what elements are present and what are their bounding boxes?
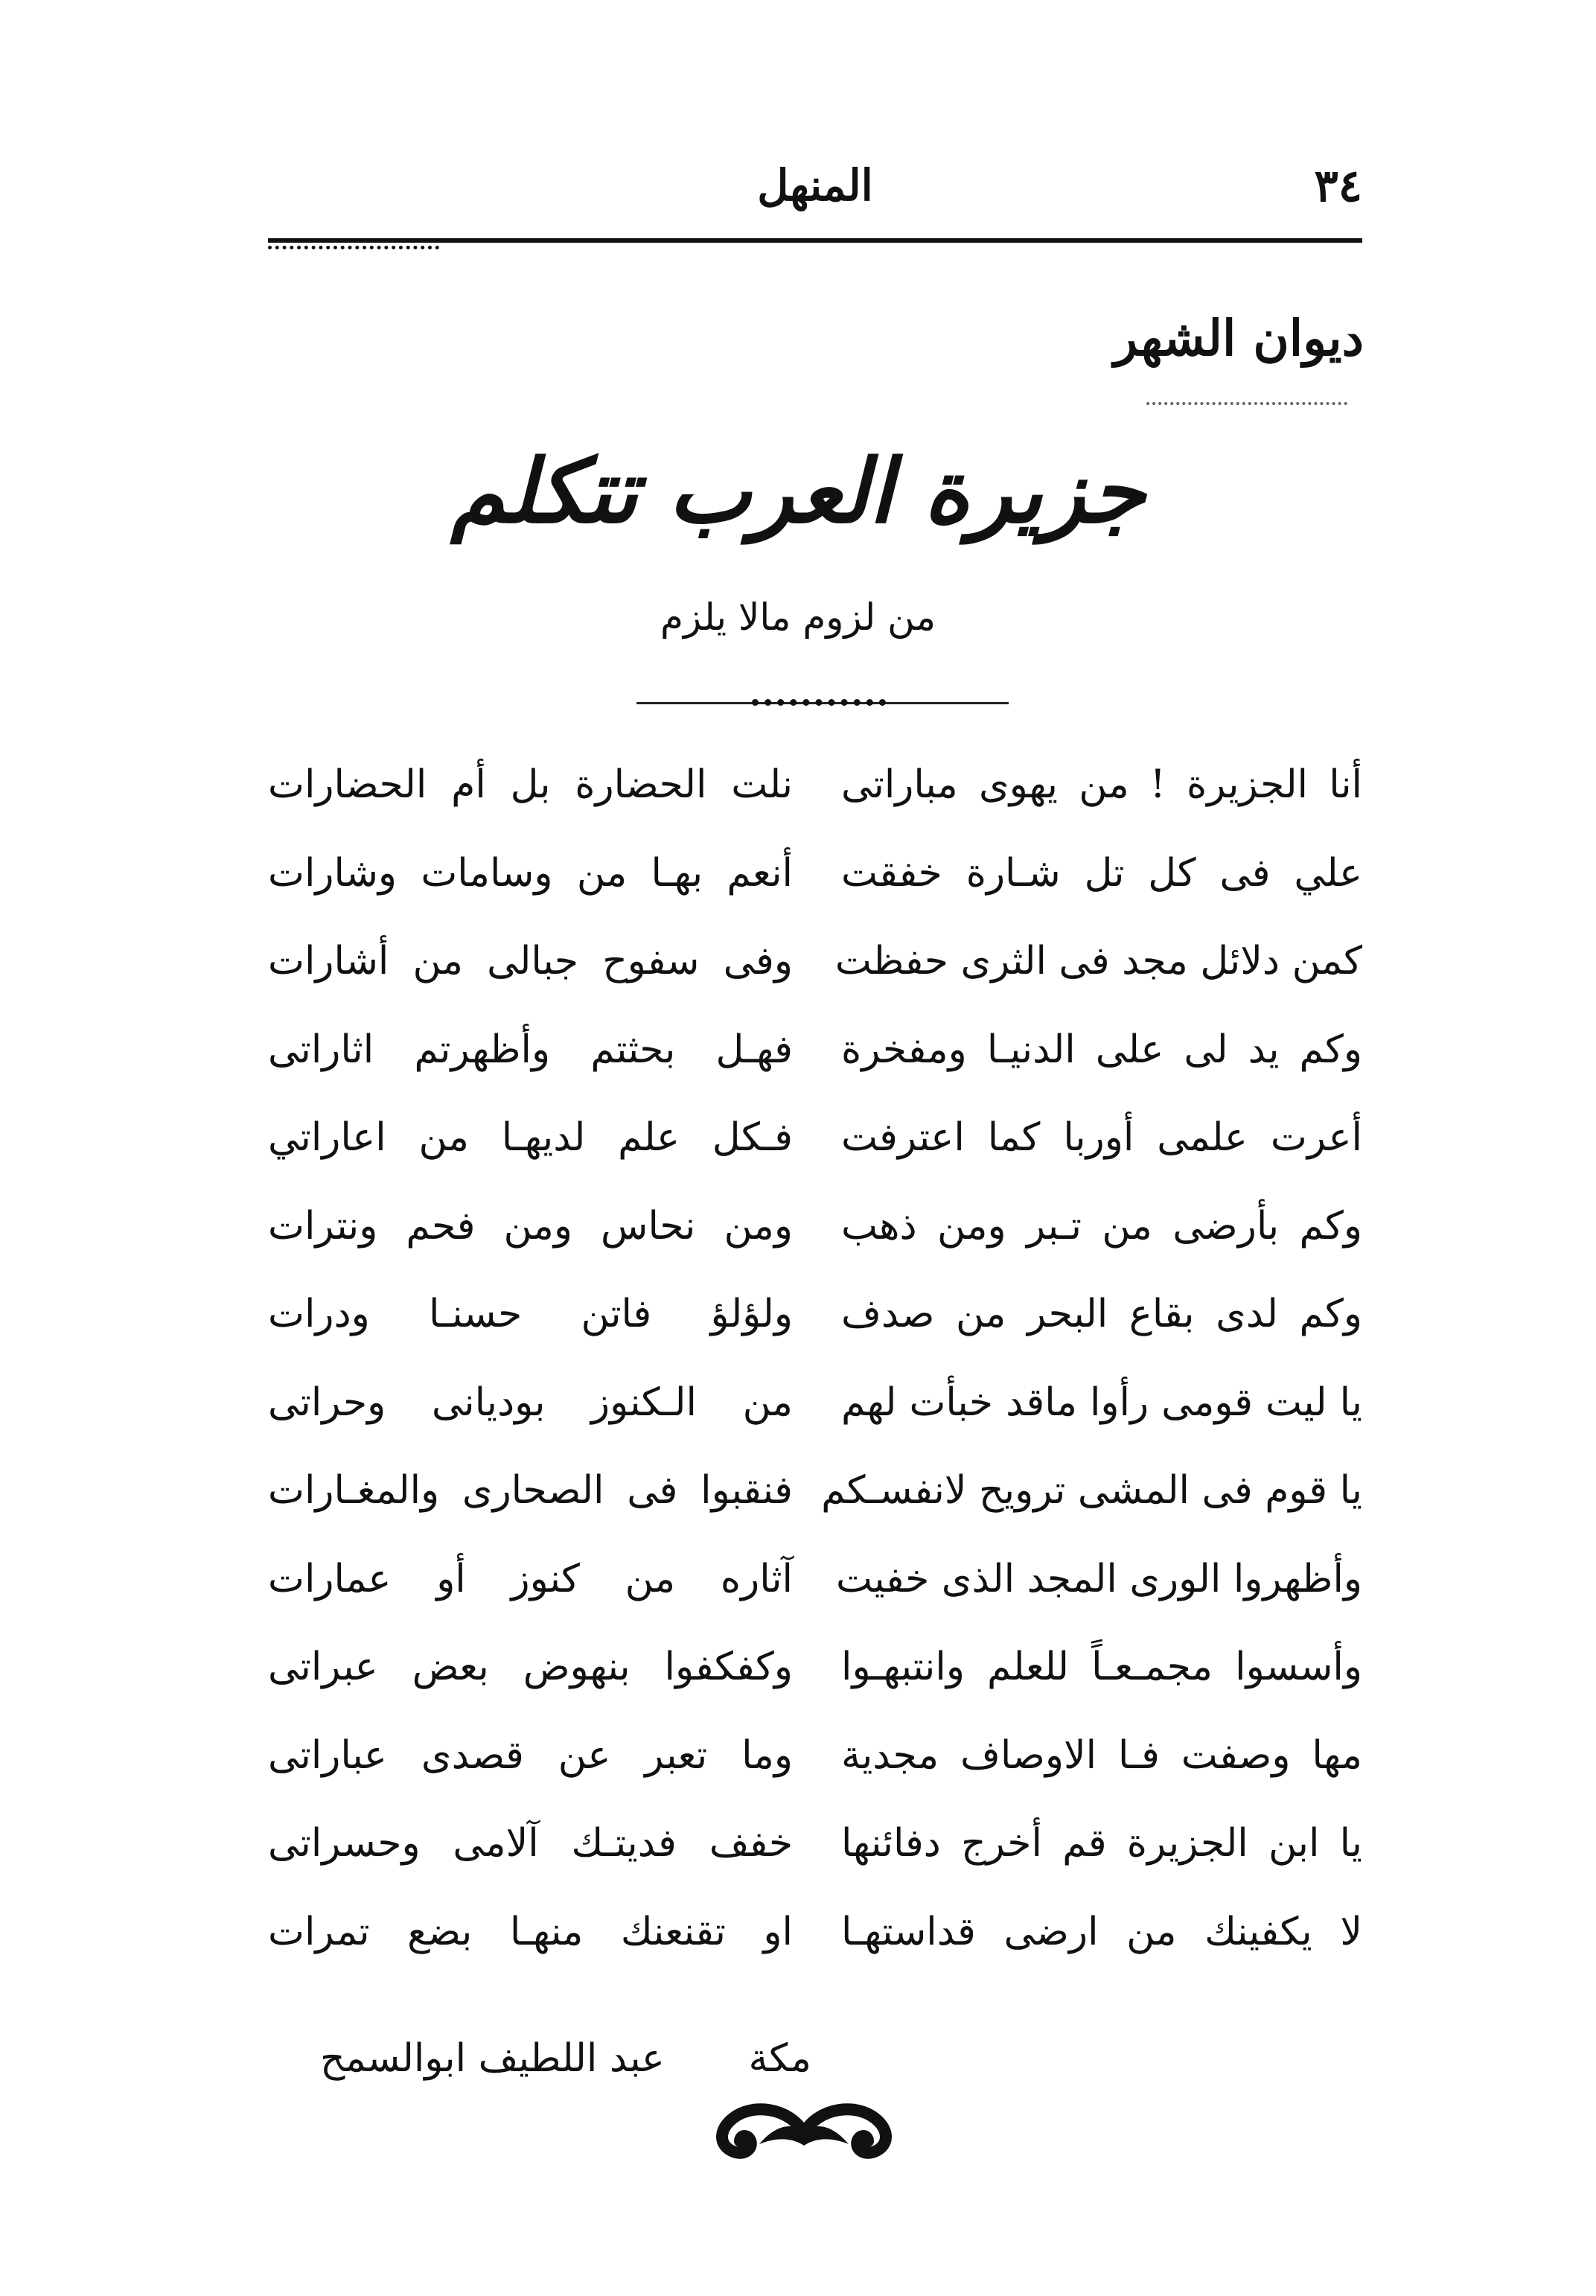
section-divider (1146, 402, 1347, 405)
verse-first-hemistich: أنا الجزيرة ! من يهوى مباراتى (841, 762, 1362, 807)
verse-first-hemistich: علي فى كل تل شـارة خفقت (841, 850, 1362, 896)
verse-first-hemistich: وأظهروا الورى المجد الذى خفيت (836, 1556, 1362, 1601)
running-header (268, 160, 1362, 227)
verse-second-hemistich: وما تعبر عن قصدى عباراتى (268, 1732, 793, 1778)
verse-first-hemistich: وكم يد لى على الدنيـا ومفخرة (841, 1027, 1362, 1072)
verse-second-hemistich: وفى سفوح جبالى من أشارات (268, 939, 793, 983)
verse-second-hemistich: نلت الحضارة بل أم الحضارات (268, 762, 793, 807)
verse-row (268, 1712, 1362, 1800)
header-rule-ornament (268, 246, 439, 249)
verse-first-hemistich: كمن دلائل مجد فى الثرى حفظت (834, 939, 1362, 983)
verse-first-hemistich: وكم بأرضى من تـبر ومن ذهب (841, 1203, 1362, 1249)
verse-second-hemistich: فـكل علم لديهـا من اعاراتي (268, 1115, 793, 1160)
verse-first-hemistich: يا ليت قومى رأوا ماقد خبأت لهم (841, 1380, 1362, 1425)
verse-row (268, 1888, 1362, 1977)
signature (320, 2036, 811, 2103)
end-ornament-icon (707, 2099, 901, 2166)
verse-row (268, 1270, 1362, 1359)
verse-second-hemistich: او تقنعنك منهـا بضع تمرات (268, 1909, 793, 1954)
page-number: ٣٤ (1314, 160, 1362, 212)
verse-second-hemistich: ولؤلؤ فاتن حسنـا ودرات (268, 1292, 793, 1336)
verse-row (268, 1006, 1362, 1094)
poem-title: جزيرة العرب تتكلم (450, 439, 1146, 543)
verse-first-hemistich: يا ابن الجزيرة قم أخرج دفائنها (841, 1821, 1362, 1866)
title-divider-ornament (752, 699, 886, 706)
verse-row (268, 829, 1362, 918)
verse-first-hemistich: لا يكفينك من ارضى قداستهـا (841, 1909, 1362, 1954)
verse-first-hemistich: أعرت علمى أوربا كما اعترفت (841, 1115, 1362, 1160)
verse-second-hemistich: فنقبوا فى الصحارى والمغـارات (268, 1468, 793, 1513)
verse-row (268, 1447, 1362, 1535)
verse-second-hemistich: وكفكفوا بنهوض بعض عبراتى (268, 1645, 793, 1689)
verse-row (268, 1535, 1362, 1624)
verse-row (268, 1359, 1362, 1447)
section-title: ديوان الشهر (1114, 309, 1364, 367)
poem-verses (268, 741, 1362, 1976)
verse-second-hemistich: فهـل بحثتم وأظهرتم اثاراتى (268, 1027, 793, 1072)
verse-second-hemistich: خفف فديتـك آلامى وحسراتى (268, 1821, 793, 1866)
verse-second-hemistich: ومن نحاس ومن فحم ونترات (268, 1203, 793, 1249)
verse-row (268, 1094, 1362, 1182)
verse-second-hemistich: آثاره من كنوز أو عمارات (268, 1556, 793, 1601)
signature-author: عبد اللطيف ابوالسمح (320, 2036, 665, 2081)
signature-place: مكة (748, 2036, 811, 2081)
verse-second-hemistich: من الـكنوز بوديانى وحراتى (268, 1380, 793, 1425)
verse-row (268, 917, 1362, 1006)
verse-row (268, 1182, 1362, 1271)
verse-row (268, 1623, 1362, 1712)
verse-first-hemistich: وكم لدى بقاع البحر من صدف (841, 1292, 1362, 1336)
verse-row (268, 741, 1362, 829)
poem-subtitle: من لزوم مالا يلزم (660, 596, 936, 639)
verse-first-hemistich: يا قوم فى المشى ترويح لانفسـكم (821, 1468, 1362, 1513)
running-title: المنهل (757, 160, 873, 211)
verse-first-hemistich: وأسسوا مجمـعـاً للعلم وانتبهـوا (841, 1645, 1362, 1689)
verse-row (268, 1799, 1362, 1888)
verse-second-hemistich: أنعم بهـا من وسامات وشارات (268, 850, 793, 896)
header-rule (268, 238, 1362, 243)
verse-first-hemistich: مها وصفت فـا الاوصاف مجدية (841, 1732, 1362, 1778)
